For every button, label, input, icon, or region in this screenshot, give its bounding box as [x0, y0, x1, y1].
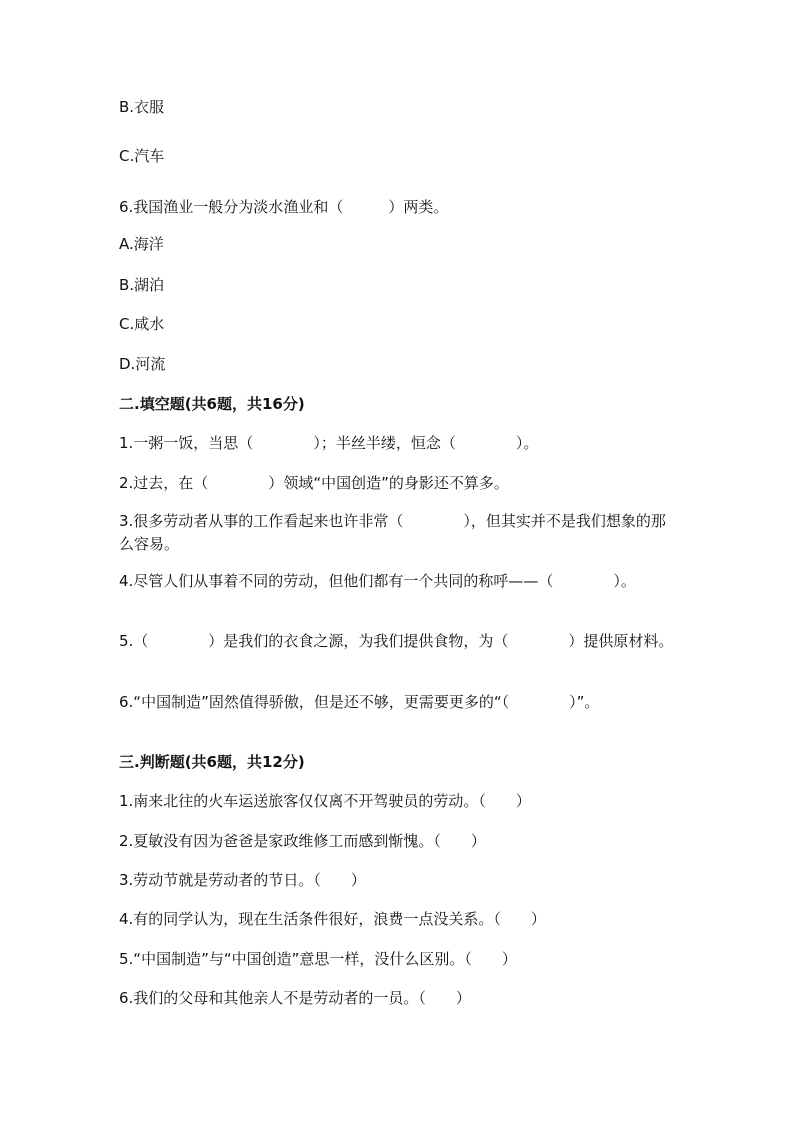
question-6-stem: 6.我国渔业一般分为淡水渔业和（ ）两类。 [119, 198, 449, 216]
fill-blank-item-5: 5.（ ）是我们的衣食之源，为我们提供食物，为（ ）提供原材料。 [119, 632, 674, 650]
true-false-item-6: 6.我们的父母和其他亲人不是劳动者的一员。（ ） [119, 989, 471, 1007]
section-2-heading: 二.填空题(共6题，共16分) [119, 395, 305, 413]
true-false-item-1: 1.南来北往的火车运送旅客仅仅离不开驾驶员的劳动。（ ） [119, 792, 531, 810]
question-6-option-b: B.湖泊 [119, 276, 165, 294]
question-6-option-c: C.咸水 [119, 315, 165, 333]
true-false-item-4: 4.有的同学认为，现在生活条件很好，浪费一点没关系。（ ） [119, 910, 546, 928]
section-3-heading: 三.判断题(共6题，共12分) [119, 753, 305, 771]
question-6-option-d: D.河流 [119, 355, 166, 373]
fill-blank-item-3: 3.很多劳动者从事的工作看起来也许非常（ ），但其实并不是我们想象的那么容易。 [119, 512, 666, 553]
fill-blank-item-6: 6.“中国制造”固然值得骄傲，但是还不够，更需要更多的“（ ）”。 [119, 693, 600, 711]
option-c-car: C.汽车 [119, 147, 165, 165]
true-false-item-3: 3.劳动节就是劳动者的节日。（ ） [119, 871, 366, 889]
option-b-clothes: B.衣服 [119, 98, 165, 116]
fill-blank-item-4: 4.尽管人们从事着不同的劳动，但他们都有一个共同的称呼——（ ）。 [119, 572, 636, 590]
true-false-item-5: 5.“中国制造”与“中国创造”意思一样，没什么区别。（ ） [119, 950, 517, 968]
fill-blank-item-1: 1.一粥一饭，当思（ ）；半丝半缕，恒念（ ）。 [119, 434, 539, 452]
true-false-item-2: 2.夏敏没有因为爸爸是家政维修工而感到惭愧。（ ） [119, 832, 486, 850]
question-6-option-a: A.海洋 [119, 235, 164, 253]
fill-blank-item-2: 2.过去，在（ ）领域“中国创造”的身影还不算多。 [119, 474, 509, 492]
